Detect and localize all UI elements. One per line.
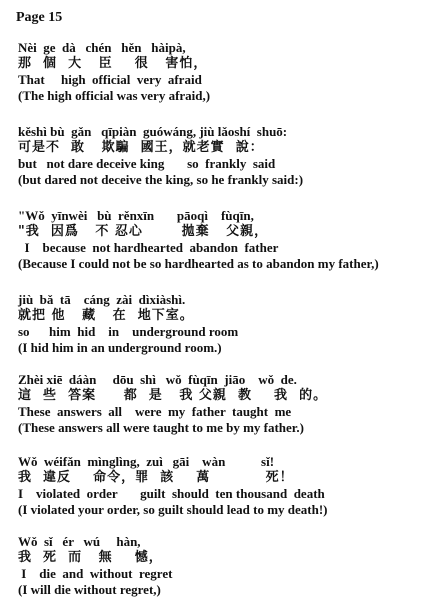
sentence-block — [18, 208, 418, 272]
gloss-line: These answers all were my father taught me — [18, 404, 292, 419]
translation-line: (The high official was very afraid,) — [18, 88, 211, 103]
pinyin-line: Zhèi xiē dáàn dōu shì wǒ fùqīn jiāo wǒ de. — [18, 372, 297, 387]
sentence-block — [18, 40, 418, 104]
pinyin-line: kěshì bù gǎn qīpiàn guówáng, jiù lǎoshí shuō: — [18, 124, 288, 139]
translation-line: (Because I could not be so hardhearted as to abandon my father,) — [18, 256, 379, 271]
pinyin-line: Wǒ wéifǎn mìnglìng, zuì gāi wàn sǐ! — [18, 454, 275, 469]
hanzi-line: 那 個 大 臣 很 害怕， — [18, 56, 208, 71]
translation-line: (These answers all were taught to me by my father.) — [18, 420, 304, 435]
translation-line: (I violated your order, so guilt should lead to my death!) — [18, 502, 328, 517]
sentence-block — [18, 372, 418, 436]
hanzi-line: 就把 他 藏 在 地下室。 — [18, 308, 194, 323]
gloss-line: I because not hardhearted abandon father — [18, 240, 279, 255]
pinyin-line: Nèi ge dà chén hěn hàipà, — [18, 40, 186, 55]
gloss-line: I die and without regret — [18, 566, 173, 581]
translation-line: (but dared not deceive the king, so he frankly said:) — [18, 172, 304, 187]
hanzi-line: 這 些 答案 都 是 我 父親 教 我 的。 — [18, 388, 328, 403]
hanzi-line: 我 死 而 無 憾， — [18, 550, 163, 565]
translation-line: (I hid him in an underground room.) — [18, 340, 222, 355]
hanzi-line: 可是不 敢 欺騙 國王，就老實 說： — [18, 140, 264, 155]
sentence-block — [18, 454, 418, 518]
gloss-line: That high official very afraid — [18, 72, 202, 87]
translation-line: (I will die without regret,) — [18, 582, 161, 597]
gloss-line: so him hid in underground room — [18, 324, 239, 339]
sentence-block — [18, 534, 418, 598]
hanzi-line: 我 違反 命令，罪 該 萬 死！ — [18, 470, 294, 485]
sentence-block — [18, 292, 418, 356]
page-number: Page 15 — [16, 10, 63, 25]
gloss-line: I violated order guilt should ten thousand death — [18, 486, 325, 501]
pinyin-line: jiù bǎ tā cáng zài dìxiàshì. — [18, 292, 186, 307]
pinyin-line: Wǒ sǐ ér wú hàn, — [18, 534, 141, 549]
gloss-line: but not dare deceive king so frankly said — [18, 156, 276, 171]
pinyin-line: "Wǒ yīnwèi bù rěnxīn pāoqì fùqīn, — [18, 208, 254, 223]
sentence-block — [18, 124, 418, 188]
hanzi-line: "我 因爲 不 忍心 拋棄 父親， — [18, 224, 269, 239]
